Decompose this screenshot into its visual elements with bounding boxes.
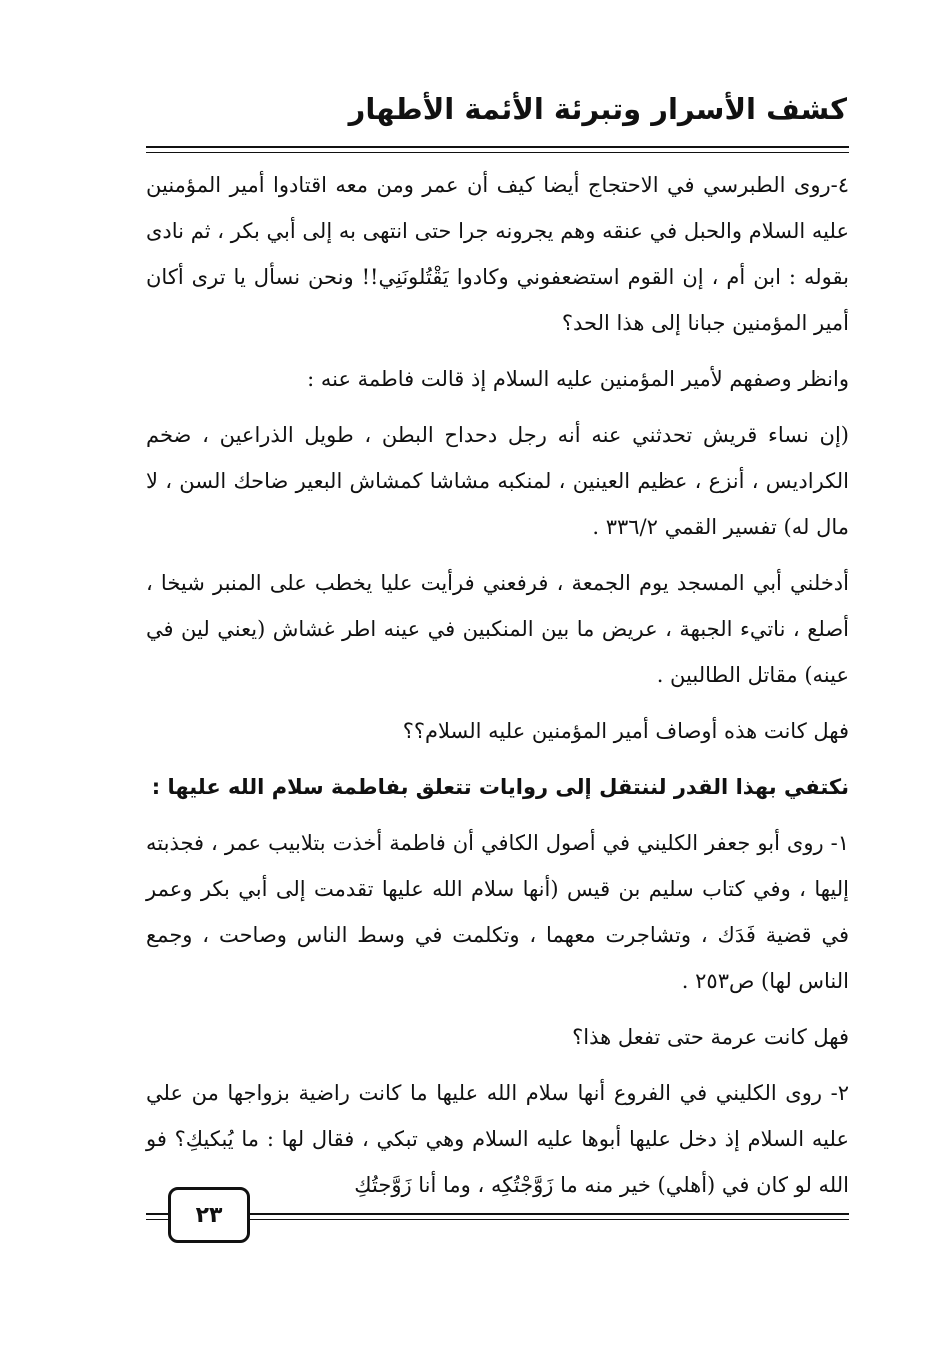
footer-rule-left-thin [146, 1219, 168, 1220]
footer-rule-left-thick [146, 1213, 168, 1215]
header-rule-thick [146, 146, 849, 148]
paragraph-quraysh-quote: (إن نساء قريش تحدثني عنه أنه رجل دحداح البطن ، طويل الذراعين ، ضخم الكراديس ، أنزع ، عظيم العينين ، لمنكبه مشاشا كمشاش البعير ضاحك السن ، لا مال له) تفسير القمي ٣٣٦/٢ . [146, 423, 849, 539]
footer-rule-right-thin [250, 1219, 849, 1220]
paragraph-kulayni-furu: ٢- روى الكليني في الفروع أنها سلام الله عليها ما كانت راضية بزواجها من علي عليه السلام إذ دخل عليها أبوها عليه السلام وهي تبكي ، فقال لها : ما يُبكيكِ؟ فو الله لو كان في (أهلي) خير منه ما زَوَّجْتُكِه ، وما أنا زَوَّجتُكِ [146, 1081, 849, 1197]
footer-rule-right-thick [250, 1213, 849, 1215]
paragraph-description-intro: وانظر وصفهم لأمير المؤمنين عليه السلام إذ قالت فاطمة عنه : [307, 367, 849, 391]
body-text [146, 162, 849, 1218]
section-heading-fatima: نكتفي بهذا القدر لننتقل إلى روايات تتعلق بفاطمة سلام الله عليها : [151, 775, 849, 799]
paragraph-tabarsi-narration: ٤-روى الطبرسي في الاحتجاج أيضا كيف أن عمر ومن معه اقتادوا أمير المؤمنين عليه السلام والحبل في عنقه وهم يجرونه جرا حتى انتهى به إلى أبي بكر ، ثم نادى بقوله : ابن أم ، إن القوم استضعفوني وكادوا يَقْتُلونَنِي!! ونحن نسأل يا ترى أكان أمير المؤمنين جبانا إلى هذا الحد؟ [146, 173, 849, 335]
paragraph-kulayni-usul: ١- روى أبو جعفر الكليني في أصول الكافي أن فاطمة أخذت بتلابيب عمر ، فجذبته إليها ، وفي كتاب سليم بن قيس (أنها سلام الله عليها تقدمت إلى أبي بكر وعمر في قضية فَدَك ، وتشاجرت معهما ، وتكلمت في وسط الناس وصاحت ، وجمع الناس لها) ص٢٥٣ . [146, 831, 849, 993]
page-number-box [168, 1187, 250, 1243]
paragraph-question-action: فهل كانت عرمة حتى تفعل هذا؟ [572, 1025, 849, 1049]
paragraph-mosque-narration: أدخلني أبي المسجد يوم الجمعة ، فرفعني فرأيت عليا يخطب على المنبر شيخا ، أصلع ، ناتيء الجبهة ، عريض ما بين المنكبين في عينه اطر غشاش (يعني لين في عينه) مقاتل الطالبين . [146, 571, 849, 687]
paragraph-question-attributes: فهل كانت هذه أوصاف أمير المؤمنين عليه السلام؟؟ [402, 719, 849, 743]
header-rule-thin [146, 152, 849, 153]
running-header-title: كشف الأسرار وتبرئة الأئمة الأطهار [348, 92, 847, 126]
page-number: ٢٣ [195, 1202, 223, 1228]
